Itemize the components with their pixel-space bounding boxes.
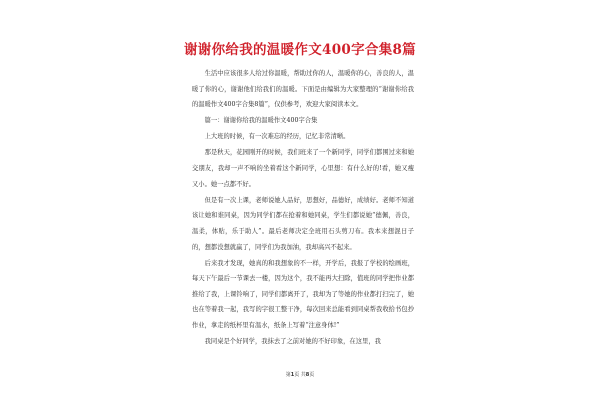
- document-body: [192, 66, 414, 350]
- document-title: 谢谢你给我的温暖作文400字合集8篇: [184, 42, 416, 58]
- body-paragraph: 上大班的时候，有一次难忘的经历，记忆非常清晰。: [204, 133, 350, 141]
- footer-prefix: 第: [285, 372, 291, 378]
- current-page-number: 1: [290, 372, 295, 378]
- section-heading: 篇一：谢谢你给我的温暖作文400字合集: [204, 117, 318, 125]
- intro-paragraph: 生活中应该很多人给过你温暖，帮助过你的人，温暖你的心，善良的人，温暖了你的心，谢谢他们给我们的温暖。下面是由编辑为大家整理的“谢谢你给我的温暖作文400字合集8篇”，仅供参考，欢迎大家阅读本文。: [192, 70, 414, 109]
- footer-mid: 页 共: [294, 372, 306, 378]
- body-paragraph: 我同桌是个好同学，我抹去了之前对她的不好印象，在这里，我: [204, 338, 381, 346]
- body-paragraph: 那是秋天，花园刚开的时候，我们班来了一个新同学，同学们都围过来和她交朋友，我却一声不响的坐着看这个新同学，心里想：有什么好的!看，她又瘦又小。她一点都不好。: [192, 149, 414, 188]
- page-footer: [0, 371, 600, 378]
- body-paragraph: 但是有一次上课，老师说她人品好，思想好，品德好，成绩好。老师不知道该让她和谁同桌，因为同学们都在抢着和她同桌，学生们都说她“德佩，善良，温柔，体贴，乐于助人”。最后老师决定全班用石头剪刀布。我本来想混日子的，想都没想就赢了，同学们为我加油，我却高兴不起来。: [192, 196, 414, 251]
- total-page-number: 8: [305, 372, 310, 378]
- body-paragraph: 后来我才发现，她真的和我想象的不一样，开学后，我报了学校的绘画班，每天下午最后一节课去一楼，因为这个，我不能再大扫除，值班的同学把作业都推给了我，上课铃响了，同学们都离开了，我却为了等她的作业都打扫完了，她也在等着我一起，我写的字很工整干净，每次回来总能看到同桌帮我收拾书包抄作业，拿走的纸杯里有温水，纸条上写着“注意身体!”: [192, 259, 414, 329]
- footer-suffix: 页: [309, 372, 315, 378]
